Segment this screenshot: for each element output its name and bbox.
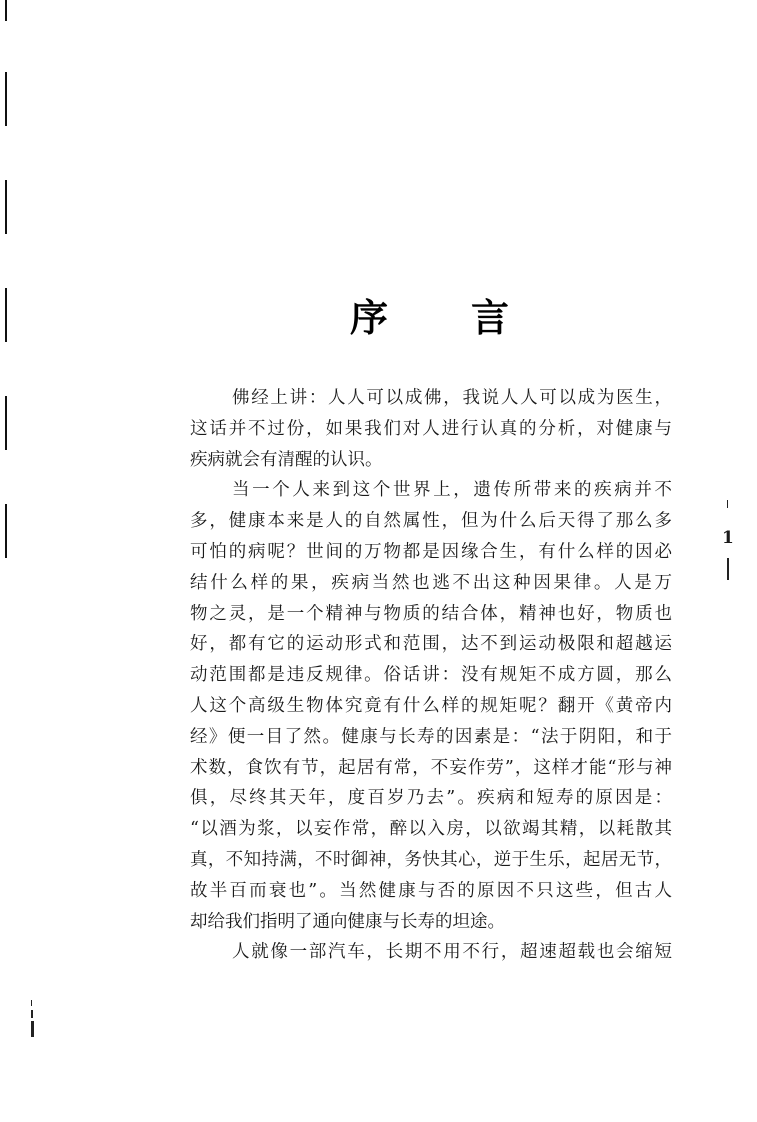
scan-edge-mark	[727, 500, 728, 508]
text-line: 俱，尽终其天年，度百岁乃去”。疾病和短寿的原因是：	[190, 788, 672, 809]
scan-edge-mark	[727, 558, 729, 580]
scan-edge-mark	[5, 504, 7, 558]
scan-edge-mark	[31, 1000, 32, 1006]
text-line: 术数，食饮有节，起居有常，不妄作劳”，这样才能“形与神	[190, 757, 672, 778]
text-line: 多，健康本来是人的自然属性，但为什么后天得了那么多	[190, 511, 672, 532]
page-title-char-2: 言	[471, 295, 510, 340]
text-line: 经》便一目了然。健康与长寿的因素是：“法于阴阳，和于	[190, 726, 672, 747]
text-line: 却给我们指明了通向健康与长寿的坦途。	[190, 911, 505, 932]
text-line: 动范围都是违反规律。俗话讲：没有规矩不成方圆，那么	[190, 665, 672, 686]
scan-edge-mark	[31, 1010, 33, 1018]
text-line: 好，都有它的运动形式和范围，达不到运动极限和超越运	[190, 634, 672, 655]
text-line: 疾病就会有清醒的认识。	[190, 449, 383, 470]
scan-edge-mark	[5, 396, 7, 450]
text-line: 这话并不过份，如果我们对人进行认真的分析，对健康与	[190, 418, 672, 439]
page-number: 1	[722, 528, 734, 548]
scan-edge-mark	[5, 72, 7, 126]
text-line: “以酒为浆，以妄作常，醉以入房，以欲竭其精，以耗散其	[190, 819, 672, 840]
scan-edge-mark	[5, 288, 7, 342]
text-line: 真，不知持满，不时御神，务快其心，逆于生乐，起居无节，	[190, 850, 672, 870]
text-line: 当一个人来到这个世界上，遗传所带来的疾病并不	[232, 480, 672, 501]
text-line: 可怕的病呢？世间的万物都是因缘合生，有什么样的因必	[190, 542, 672, 562]
text-line: 结什么样的果，疾病当然也逃不出这种因果律。人是万	[190, 572, 672, 593]
text-line: 故半百而衰也”。当然健康与否的原因不只这些，但古人	[190, 880, 672, 901]
page-title-char-1: 序	[350, 295, 389, 340]
scan-edge-mark	[5, 0, 7, 21]
text-line: 人就像一部汽车，长期不用不行，超速超载也会缩短	[232, 942, 672, 963]
scan-edge-mark	[5, 180, 7, 234]
scan-edge-mark	[31, 1021, 34, 1037]
text-line: 人这个高级生物体究竟有什么样的规矩呢？翻开《黄帝内	[190, 696, 672, 716]
text-line: 物之灵，是一个精神与物质的结合体，精神也好，物质也	[190, 603, 672, 624]
text-line: 佛经上讲：人人可以成佛，我说人人可以成为医生，	[232, 388, 672, 408]
